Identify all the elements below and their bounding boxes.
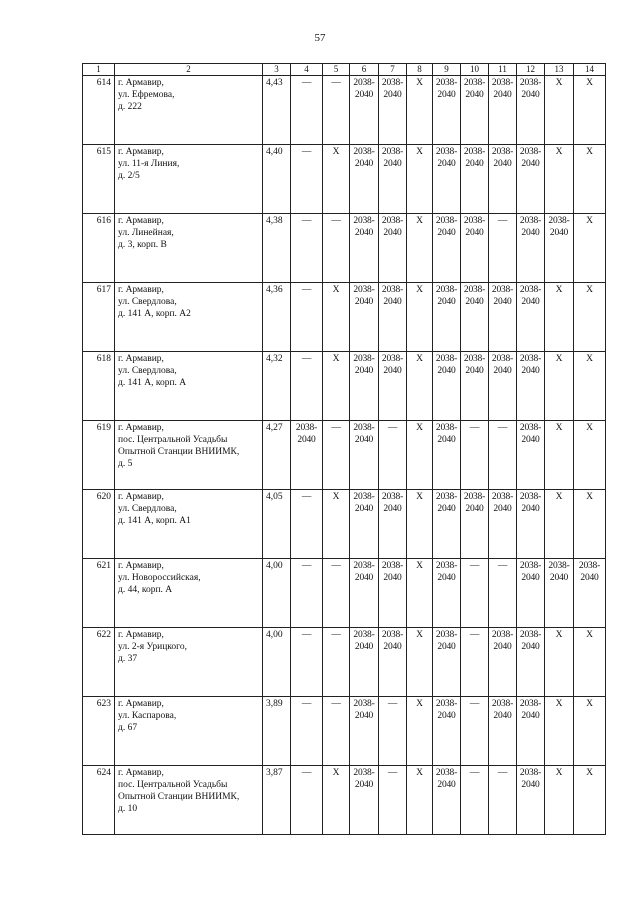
value-cell: 4,00 <box>263 559 291 628</box>
period-cell: X <box>545 766 574 835</box>
period-cell: X <box>407 214 433 283</box>
column-number: 4 <box>291 64 323 76</box>
table-row <box>83 76 606 145</box>
period-cell: — <box>291 559 323 628</box>
period-cell: X <box>407 697 433 766</box>
table-row <box>83 283 606 352</box>
column-number: 13 <box>545 64 574 76</box>
table-body <box>83 64 606 835</box>
table-row <box>83 697 606 766</box>
table-row <box>83 352 606 421</box>
period-cell: 2038- 2040 <box>489 283 517 352</box>
period-cell: 2038- 2040 <box>379 145 407 214</box>
period-cell: — <box>291 697 323 766</box>
period-cell: — <box>379 421 407 490</box>
address-cell: г. Армавир, ул. Ефремова, д. 222 <box>115 76 263 145</box>
address-cell: г. Армавир, ул. Новороссийская, д. 44, корп. А <box>115 559 263 628</box>
period-cell: X <box>574 421 606 490</box>
period-cell: — <box>323 214 350 283</box>
period-cell: 2038- 2040 <box>433 352 461 421</box>
period-cell: — <box>291 145 323 214</box>
period-cell: — <box>461 697 489 766</box>
table-row <box>83 214 606 283</box>
table-row <box>83 421 606 490</box>
period-cell: X <box>574 697 606 766</box>
period-cell: 2038- 2040 <box>517 76 545 145</box>
period-cell: — <box>291 352 323 421</box>
period-cell: 2038- 2040 <box>433 283 461 352</box>
period-cell: — <box>461 421 489 490</box>
period-cell: 2038- 2040 <box>461 76 489 145</box>
column-number: 11 <box>489 64 517 76</box>
period-cell: X <box>407 352 433 421</box>
period-cell: X <box>574 490 606 559</box>
value-cell: 4,27 <box>263 421 291 490</box>
period-cell: 2038- 2040 <box>379 214 407 283</box>
period-cell: X <box>545 352 574 421</box>
address-cell: г. Армавир, пос. Центральной Усадьбы Опытной Станции ВНИИМК, д. 5 <box>115 421 263 490</box>
period-cell: X <box>407 628 433 697</box>
period-cell: 2038- 2040 <box>350 490 379 559</box>
value-cell: 3,89 <box>263 697 291 766</box>
row-number: 621 <box>83 559 115 628</box>
value-cell: 4,36 <box>263 283 291 352</box>
period-cell: X <box>407 766 433 835</box>
period-cell: X <box>407 145 433 214</box>
address-cell: г. Армавир, ул. Свердлова, д. 141 А, корп. А2 <box>115 283 263 352</box>
period-cell: 2038- 2040 <box>433 76 461 145</box>
column-number: 5 <box>323 64 350 76</box>
value-cell: 3,87 <box>263 766 291 835</box>
row-number: 620 <box>83 490 115 559</box>
period-cell: 2038- 2040 <box>517 352 545 421</box>
period-cell: 2038- 2040 <box>379 352 407 421</box>
address-cell: г. Армавир, ул. Каспарова, д. 67 <box>115 697 263 766</box>
period-cell: — <box>461 559 489 628</box>
period-cell: X <box>407 421 433 490</box>
column-number: 9 <box>433 64 461 76</box>
table-row <box>83 559 606 628</box>
row-number: 616 <box>83 214 115 283</box>
period-cell: X <box>545 628 574 697</box>
page-number: 57 <box>314 32 326 44</box>
period-cell: 2038- 2040 <box>350 766 379 835</box>
value-cell: 4,00 <box>263 628 291 697</box>
period-cell: 2038- 2040 <box>350 145 379 214</box>
period-cell: X <box>545 145 574 214</box>
period-cell: — <box>291 283 323 352</box>
period-cell: X <box>323 766 350 835</box>
period-cell: 2038- 2040 <box>517 421 545 490</box>
period-cell: — <box>323 628 350 697</box>
period-cell: X <box>545 490 574 559</box>
value-cell: 4,05 <box>263 490 291 559</box>
period-cell: 2038- 2040 <box>433 214 461 283</box>
row-number: 623 <box>83 697 115 766</box>
period-cell: X <box>545 76 574 145</box>
row-number: 615 <box>83 145 115 214</box>
table-row <box>83 490 606 559</box>
period-cell: 2038- 2040 <box>350 628 379 697</box>
period-cell: 2038- 2040 <box>517 214 545 283</box>
period-cell: 2038- 2040 <box>350 559 379 628</box>
period-cell: 2038- 2040 <box>350 283 379 352</box>
column-number: 1 <box>83 64 115 76</box>
period-cell: X <box>545 283 574 352</box>
column-number: 14 <box>574 64 606 76</box>
period-cell: X <box>407 283 433 352</box>
period-cell: 2038- 2040 <box>517 145 545 214</box>
period-cell: 2038- 2040 <box>461 214 489 283</box>
row-number: 622 <box>83 628 115 697</box>
period-cell: 2038- 2040 <box>489 145 517 214</box>
row-number: 614 <box>83 76 115 145</box>
row-number: 624 <box>83 766 115 835</box>
row-number: 617 <box>83 283 115 352</box>
address-cell: г. Армавир, ул. Линейная, д. 3, корп. В <box>115 214 263 283</box>
row-number: 618 <box>83 352 115 421</box>
period-cell: — <box>489 214 517 283</box>
period-cell: 2038- 2040 <box>433 559 461 628</box>
period-cell: 2038- 2040 <box>350 214 379 283</box>
value-cell: 4,40 <box>263 145 291 214</box>
period-cell: 2038- 2040 <box>433 697 461 766</box>
period-cell: X <box>574 76 606 145</box>
period-cell: — <box>379 697 407 766</box>
period-cell: — <box>461 628 489 697</box>
period-cell: 2038- 2040 <box>489 490 517 559</box>
period-cell: X <box>574 145 606 214</box>
table-row <box>83 145 606 214</box>
period-cell: — <box>291 490 323 559</box>
period-cell: X <box>574 283 606 352</box>
value-cell: 4,38 <box>263 214 291 283</box>
period-cell: 2038- 2040 <box>517 490 545 559</box>
period-cell: 2038- 2040 <box>291 421 323 490</box>
period-cell: 2038- 2040 <box>433 145 461 214</box>
column-number: 6 <box>350 64 379 76</box>
period-cell: — <box>291 76 323 145</box>
period-cell: — <box>323 76 350 145</box>
period-cell: — <box>489 766 517 835</box>
period-cell: — <box>323 559 350 628</box>
address-cell: г. Армавир, ул. Свердлова, д. 141 А, корп. А1 <box>115 490 263 559</box>
period-cell: — <box>323 697 350 766</box>
period-cell: — <box>291 766 323 835</box>
row-number: 619 <box>83 421 115 490</box>
period-cell: 2038- 2040 <box>489 628 517 697</box>
period-cell: 2038- 2040 <box>350 421 379 490</box>
period-cell: 2038- 2040 <box>517 283 545 352</box>
period-cell: X <box>545 697 574 766</box>
period-cell: 2038- 2040 <box>545 559 574 628</box>
period-cell: X <box>545 421 574 490</box>
period-cell: 2038- 2040 <box>350 697 379 766</box>
address-cell: г. Армавир, ул. Свердлова, д. 141 А, корп. А <box>115 352 263 421</box>
column-number: 10 <box>461 64 489 76</box>
period-cell: X <box>574 214 606 283</box>
period-cell: 2038- 2040 <box>574 559 606 628</box>
period-cell: 2038- 2040 <box>379 628 407 697</box>
column-number: 7 <box>379 64 407 76</box>
period-cell: — <box>489 559 517 628</box>
period-cell: 2038- 2040 <box>489 352 517 421</box>
value-cell: 4,32 <box>263 352 291 421</box>
column-number: 3 <box>263 64 291 76</box>
period-cell: X <box>323 283 350 352</box>
period-cell: — <box>379 766 407 835</box>
period-cell: 2038- 2040 <box>433 766 461 835</box>
period-cell: — <box>489 421 517 490</box>
period-cell: 2038- 2040 <box>350 352 379 421</box>
period-cell: X <box>407 559 433 628</box>
period-cell: 2038- 2040 <box>379 490 407 559</box>
period-cell: — <box>291 214 323 283</box>
table-row <box>83 628 606 697</box>
period-cell: X <box>407 76 433 145</box>
period-cell: — <box>323 421 350 490</box>
period-cell: 2038- 2040 <box>379 559 407 628</box>
value-cell: 4,43 <box>263 76 291 145</box>
column-number: 8 <box>407 64 433 76</box>
period-cell: 2038- 2040 <box>461 352 489 421</box>
period-cell: 2038- 2040 <box>545 214 574 283</box>
period-cell: 2038- 2040 <box>433 628 461 697</box>
period-cell: 2038- 2040 <box>517 766 545 835</box>
period-cell: X <box>574 628 606 697</box>
period-cell: 2038- 2040 <box>489 697 517 766</box>
period-cell: — <box>291 628 323 697</box>
period-cell: 2038- 2040 <box>350 76 379 145</box>
address-cell: г. Армавир, пос. Центральной Усадьбы Опытной Станции ВНИИМК, д. 10 <box>115 766 263 835</box>
period-cell: 2038- 2040 <box>517 628 545 697</box>
period-cell: X <box>407 490 433 559</box>
period-cell: 2038- 2040 <box>461 490 489 559</box>
column-number: 12 <box>517 64 545 76</box>
period-cell: 2038- 2040 <box>517 559 545 628</box>
column-number-row <box>83 64 606 76</box>
period-cell: 2038- 2040 <box>379 283 407 352</box>
period-cell: X <box>323 352 350 421</box>
period-cell: 2038- 2040 <box>461 283 489 352</box>
period-cell: 2038- 2040 <box>433 490 461 559</box>
address-cell: г. Армавир, ул. 2-я Урицкого, д. 37 <box>115 628 263 697</box>
period-cell: 2038- 2040 <box>461 145 489 214</box>
address-cell: г. Армавир, ул. 11-я Линия, д. 2/5 <box>115 145 263 214</box>
table-row <box>83 766 606 835</box>
period-cell: X <box>574 352 606 421</box>
registry-table <box>82 63 606 835</box>
period-cell: 2038- 2040 <box>433 421 461 490</box>
period-cell: X <box>323 145 350 214</box>
period-cell: X <box>323 490 350 559</box>
period-cell: 2038- 2040 <box>517 697 545 766</box>
period-cell: 2038- 2040 <box>489 76 517 145</box>
period-cell: X <box>574 766 606 835</box>
period-cell: — <box>461 766 489 835</box>
column-number: 2 <box>115 64 263 76</box>
period-cell: 2038- 2040 <box>379 76 407 145</box>
